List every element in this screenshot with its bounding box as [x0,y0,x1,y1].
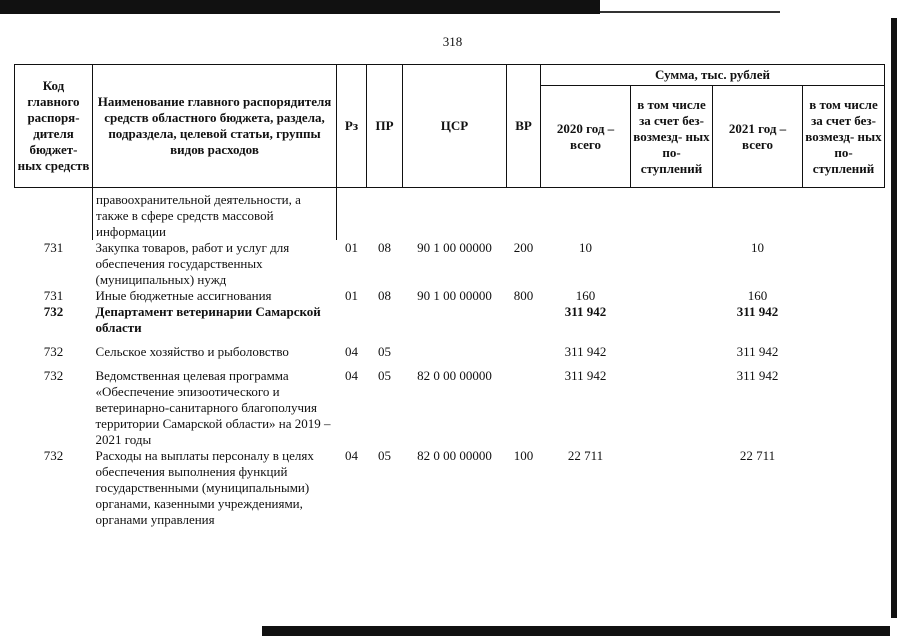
cell-2021-free [803,240,885,288]
cell-2020-free [631,344,713,360]
cell-csr: 82 0 00 00000 [417,368,492,383]
table-body [15,188,885,529]
cell-name: Расходы на выплаты персоналу в целях обеспечения выполнения функций государственными (муниципальными) органами, казенными учреждениями, органами управления [95,448,314,527]
cell-rz: 01 [345,288,358,303]
cell-csr [403,344,507,360]
cell-name: Департамент ветеринарии Самарской области [95,304,321,335]
header-pr: ПР [367,65,403,188]
cell-rz: 04 [345,448,358,463]
cell-pr: 05 [378,368,391,383]
cell-name: Ведомственная целевая программа «Обеспечение эпизоотического и ветеринарно-санитарного благополучия территории Самарской области» на 2019 – 2021 годы [95,368,331,447]
cell-pr: 05 [378,448,391,463]
cell-vr [507,368,541,448]
row-spacer [15,336,885,344]
row-spacer [15,360,885,368]
cell-vr: 200 [513,240,534,255]
cell-2021-free [803,188,885,241]
cell-csr: 90 1 00 00000 [417,288,492,303]
cell-vr [507,344,541,360]
cell-2020-free [631,188,713,241]
header-name: Наименование главного распорядителя средств областного бюджета, раздела, подраздела, целевой статьи, группы видов расходов [93,65,337,188]
cell-code: 731 [43,288,64,303]
header-sum-group: Сумма, тыс. рублей [541,65,885,86]
cell-code: 732 [43,344,64,359]
header-2020-free: в том числе за счет без- возмезд- ных по- ступлений [631,86,713,188]
cell-2021-free [803,288,885,304]
cell-vr: 800 [513,288,534,303]
cell-2020-free [631,288,713,304]
cell-csr: 82 0 00 00000 [417,448,492,463]
table-row [15,304,885,336]
cell-vr [507,304,541,336]
cell-2020-total: 22 711 [567,448,604,463]
cell-2020-total [541,188,631,241]
table-row [15,240,885,288]
cell-2021-free [803,368,885,448]
scan-edge-top-thin [600,11,780,13]
cell-2021-free [803,304,885,336]
cell-code: 731 [43,240,64,255]
cell-2020-free [631,368,713,448]
table-row [15,368,885,448]
header-code: Код главного распоря- дителя бюджет- ных средств [15,65,93,188]
cell-pr [367,304,403,336]
cell-2021-total: 10 [751,240,764,255]
table-row [15,188,885,241]
cell-2021-total: 311 942 [736,368,779,383]
cell-name: Сельское хозяйство и рыболовство [95,344,289,359]
cell-code: 732 [43,448,64,463]
table-header [15,65,885,188]
header-csr: ЦСР [403,65,507,188]
cell-pr: 05 [378,344,391,359]
cell-2020-total: 160 [575,288,596,303]
cell-code: 732 [43,368,64,383]
cell-name: Закупка товаров, работ и услуг для обеспечения государственных (муниципальных) нужд [95,240,290,287]
scan-edge-bottom [262,626,890,636]
cell-rz [337,304,367,336]
cell-name: правоохранительной деятельности, а также в сфере средств массовой информации [93,188,337,241]
cell-2021-total: 311 942 [736,304,779,319]
cell-csr: 90 1 00 00000 [417,240,492,255]
cell-vr: 100 [513,448,534,463]
page-number: 318 [442,34,463,49]
cell-pr: 08 [378,240,391,255]
budget-table [14,64,885,528]
cell-2020-free [631,448,713,528]
cell-2021-free [803,344,885,360]
cell-2021-total: 160 [747,288,768,303]
table-row [15,448,885,528]
cell-csr [403,188,507,241]
cell-pr [367,188,403,241]
header-rz: Рз [337,65,367,188]
cell-rz: 04 [345,368,358,383]
cell-2020-free [631,240,713,288]
cell-csr [403,304,507,336]
header-vr: ВР [507,65,541,188]
cell-2020-free [631,304,713,336]
cell-vr [507,188,541,241]
scan-edge-right [891,18,897,618]
cell-2020-total: 311 942 [564,304,607,319]
cell-code: 732 [43,304,64,319]
cell-name: Иные бюджетные ассигнования [95,288,272,303]
cell-pr: 08 [378,288,391,303]
cell-2021-total: 22 711 [739,448,776,463]
cell-2020-total: 311 942 [564,344,607,359]
cell-2020-total: 10 [579,240,592,255]
scan-edge-top [0,0,600,14]
header-2020-total: 2020 год – всего [541,86,631,188]
cell-rz: 04 [345,344,358,359]
cell-2020-total: 311 942 [564,368,607,383]
header-2021-total: 2021 год – всего [713,86,803,188]
cell-2021-free [803,448,885,528]
cell-rz [337,188,367,241]
table-row [15,344,885,360]
cell-2021-total: 311 942 [736,344,779,359]
cell-code [15,188,93,241]
header-2021-free: в том числе за счет без- возмезд- ных по- ступлений [803,86,885,188]
cell-2021-total [713,188,803,241]
cell-rz: 01 [345,240,358,255]
table-row [15,288,885,304]
